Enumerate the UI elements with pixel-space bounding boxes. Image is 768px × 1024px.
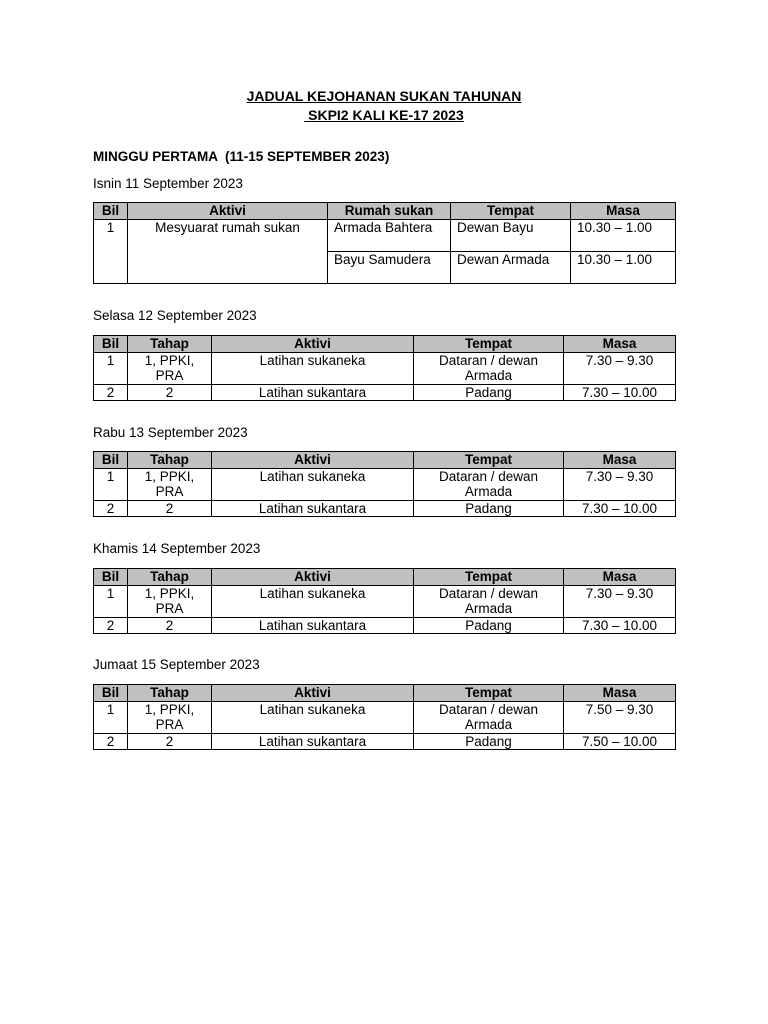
table-row	[94, 585, 676, 617]
table-header-row	[94, 452, 676, 469]
table-row	[94, 733, 676, 750]
cell-tahap: 1, PPKI, PRA	[128, 468, 212, 500]
title-line-2: SKPI2 KALI KE-17 2023	[304, 107, 464, 123]
header-tahap: Tahap	[128, 685, 212, 702]
cell-aktivi: Latihan sukantara	[212, 617, 414, 634]
cell-masa: 7.30 – 9.30	[564, 585, 676, 617]
cell-tahap: 2	[128, 384, 212, 401]
schedule-table-isnin	[93, 202, 676, 284]
cell-tempat: Padang	[414, 733, 564, 750]
table-header-row	[94, 685, 676, 702]
day-heading-jumaat: Jumaat 15 September 2023	[93, 657, 260, 672]
day-heading-khamis: Khamis 14 September 2023	[93, 541, 261, 556]
header-bil: Bil	[94, 336, 128, 353]
day-heading-isnin: Isnin 11 September 2023	[93, 176, 243, 191]
cell-tempat: Dewan Bayu	[451, 219, 571, 251]
header-rumah-sukan: Rumah sukan	[328, 203, 451, 220]
cell-tempat: Padang	[414, 500, 564, 517]
cell-bil: 2	[94, 384, 128, 401]
cell-tahap: 1, PPKI, PRA	[128, 585, 212, 617]
table-row	[94, 352, 676, 384]
cell-tahap: 1, PPKI, PRA	[128, 352, 212, 384]
cell-aktivi: Latihan sukaneka	[212, 701, 414, 733]
header-bil: Bil	[94, 452, 128, 469]
header-aktivi: Aktivi	[128, 203, 328, 220]
cell-tempat: Dewan Armada	[451, 251, 571, 283]
cell-bil: 2	[94, 617, 128, 634]
cell-masa: 10.30 – 1.00	[571, 251, 676, 283]
table-header-row	[94, 336, 676, 353]
header-tempat: Tempat	[414, 685, 564, 702]
day-heading-selasa: Selasa 12 September 2023	[93, 308, 257, 323]
header-masa: Masa	[571, 203, 676, 220]
cell-masa: 7.30 – 9.30	[564, 352, 676, 384]
cell-bil: 2	[94, 733, 128, 750]
cell-aktivi: Mesyuarat rumah sukan	[128, 219, 328, 283]
schedule-table-selasa	[93, 335, 676, 401]
cell-bil: 1	[94, 701, 128, 733]
header-tempat: Tempat	[414, 452, 564, 469]
header-aktivi: Aktivi	[212, 685, 414, 702]
table-row	[94, 617, 676, 634]
cell-bil: 1	[94, 352, 128, 384]
header-tahap: Tahap	[128, 452, 212, 469]
header-masa: Masa	[564, 685, 676, 702]
cell-aktivi: Latihan sukaneka	[212, 468, 414, 500]
header-tempat: Tempat	[451, 203, 571, 220]
header-aktivi: Aktivi	[212, 569, 414, 586]
table-row	[94, 384, 676, 401]
table-header-row	[94, 203, 676, 220]
header-tempat: Tempat	[414, 569, 564, 586]
table-row	[94, 500, 676, 517]
cell-masa: 7.50 – 9.30	[564, 701, 676, 733]
table-row	[94, 219, 676, 251]
day-heading-rabu: Rabu 13 September 2023	[93, 425, 248, 440]
cell-rumah: Armada Bahtera	[328, 219, 451, 251]
header-aktivi: Aktivi	[212, 452, 414, 469]
document-title	[0, 87, 768, 125]
header-bil: Bil	[94, 203, 128, 220]
schedule-table-rabu	[93, 451, 676, 517]
table-header-row	[94, 569, 676, 586]
cell-masa: 10.30 – 1.00	[571, 219, 676, 251]
header-aktivi: Aktivi	[212, 336, 414, 353]
cell-rumah: Bayu Samudera	[328, 251, 451, 283]
cell-masa: 7.30 – 9.30	[564, 468, 676, 500]
header-bil: Bil	[94, 569, 128, 586]
header-bil: Bil	[94, 685, 128, 702]
cell-bil: 1	[94, 585, 128, 617]
week-heading: MINGGU PERTAMA (11-15 SEPTEMBER 2023)	[93, 149, 390, 164]
header-tahap: Tahap	[128, 569, 212, 586]
cell-bil: 1	[94, 468, 128, 500]
cell-tempat: Dataran / dewan Armada	[414, 468, 564, 500]
cell-tempat: Dataran / dewan Armada	[414, 585, 564, 617]
table-row	[94, 701, 676, 733]
cell-aktivi: Latihan sukaneka	[212, 585, 414, 617]
cell-tahap: 1, PPKI, PRA	[128, 701, 212, 733]
cell-tahap: 2	[128, 500, 212, 517]
cell-masa: 7.30 – 10.00	[564, 384, 676, 401]
cell-tempat: Dataran / dewan Armada	[414, 352, 564, 384]
cell-masa: 7.30 – 10.00	[564, 617, 676, 634]
header-tempat: Tempat	[414, 336, 564, 353]
header-masa: Masa	[564, 336, 676, 353]
title-line-1: JADUAL KEJOHANAN SUKAN TAHUNAN	[246, 88, 522, 104]
cell-masa: 7.50 – 10.00	[564, 733, 676, 750]
cell-tempat: Padang	[414, 384, 564, 401]
cell-aktivi: Latihan sukantara	[212, 500, 414, 517]
schedule-table-jumaat	[93, 684, 676, 750]
cell-aktivi: Latihan sukantara	[212, 733, 414, 750]
schedule-table-khamis	[93, 568, 676, 634]
cell-masa: 7.30 – 10.00	[564, 500, 676, 517]
header-masa: Masa	[564, 452, 676, 469]
cell-tempat: Padang	[414, 617, 564, 634]
cell-aktivi: Latihan sukaneka	[212, 352, 414, 384]
cell-tahap: 2	[128, 617, 212, 634]
table-row	[94, 468, 676, 500]
cell-aktivi: Latihan sukantara	[212, 384, 414, 401]
cell-bil: 2	[94, 500, 128, 517]
header-masa: Masa	[564, 569, 676, 586]
header-tahap: Tahap	[128, 336, 212, 353]
cell-tempat: Dataran / dewan Armada	[414, 701, 564, 733]
cell-bil: 1	[94, 219, 128, 283]
cell-tahap: 2	[128, 733, 212, 750]
